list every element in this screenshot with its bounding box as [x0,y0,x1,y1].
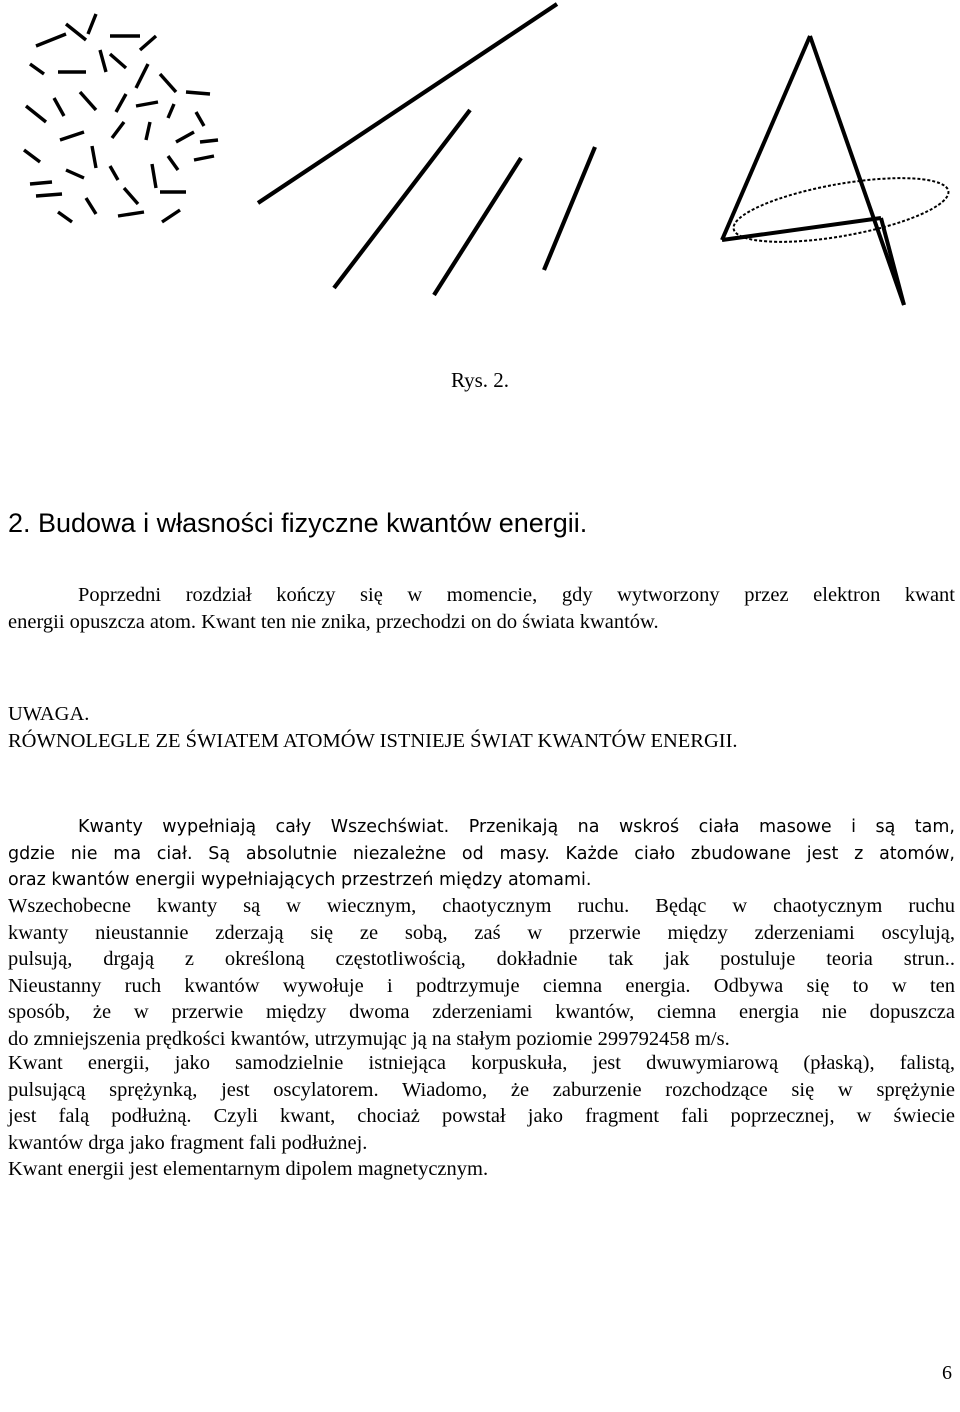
body-line: kwanty nieustannie zderzają się ze sobą, zaś w przerwie między zderzeniami oscylują, [8,921,955,944]
body-paragraph-2 [8,893,955,1052]
body-paragraph-3 [8,1050,955,1183]
intro-paragraph [8,582,955,635]
body-line: sposób, że w przerwie między dwoma zderzeniami kwantów, ciemna energia nie dopuszcza [8,1001,955,1023]
body-line: Kwanty wypełniają cały Wszechświat. Przenikają na wskroś ciała masowe i są tam, [78,817,955,837]
body-line: Kwant energii jest elementarnym dipolem magnetycznym. [8,1158,489,1180]
body-line: pulsującą sprężynką, jest oscylatorem. Wiadomo, że zaburzenie rozchodzące się w sprężynie [8,1078,955,1101]
body-line: pulsują, drgają z określoną częstotliwością, dokładnie tak jak postuluje teoria strun.. [8,948,955,970]
body-line: Kwant energii, jako samodzielnie istniejąca korpuskuła, jest dwuwymiarową (płaską), falistą, [8,1052,955,1074]
cone-with-ellipse [722,36,953,305]
note-block [8,701,955,754]
section-heading: 2. Budowa i własności fizyczne kwantów energii. [8,508,588,538]
body-line: kwantów drga jako fragment fali podłużnej. [8,1131,368,1154]
parallel-rays [258,4,595,295]
body-line: do zmniejszenia prędkości kwantów, utrzymując ją na stałym poziomie 299792458 m/s. [8,1027,730,1050]
body-line: gdzie nie ma ciał. Są absolutnie niezależne od masy. Każde ciało zbudowane jest z atomów, [8,843,955,864]
intro-line: Poprzedni rozdział kończy się w momencie, gdy wytworzony przez elektron kwant [78,584,955,606]
body-paragraph-1 [8,814,955,894]
body-line: Wszechobecne kwanty są w wiecznym, chaotycznym ruchu. Będąc w chaotycznym ruchu [8,895,955,917]
note-label: UWAGA. [8,703,90,725]
body-line: jest falą podłużną. Czyli kwant, chociaż powstał jako fragment fali poprzecznej, w świecie [8,1105,955,1127]
figure-illustration [0,0,960,330]
figure-caption: Rys. 2. [450,368,510,392]
body-line: Nieustanny ruch kwantów wywołuje i podtrzymuje ciemna energia. Odbywa się to w ten [8,974,955,997]
page-number: 6 [942,1362,952,1384]
note-text: RÓWNOLEGLE ZE ŚWIATEM ATOMÓW ISTNIEJE ŚWIAT KWANTÓW ENERGII. [8,729,738,752]
body-line: oraz kwantów energii wypełniających przestrzeń między atomami. [8,870,592,890]
chaotic-quanta-cluster [24,14,218,222]
intro-line: energii opuszcza atom. Kwant ten nie znika, przechodzi on do świata kwantów. [8,610,659,633]
